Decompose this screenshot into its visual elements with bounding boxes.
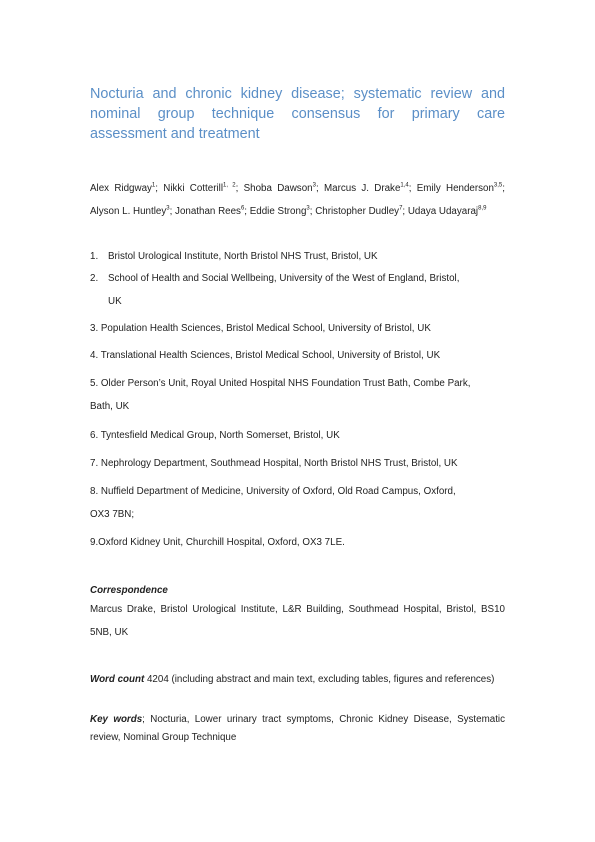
- key-words-text: ; Nocturia, Lower urinary tract symptoms, Chronic Kidney Disease, Systematic review, Nominal Group Technique: [90, 714, 505, 743]
- word-count-label: Word count: [90, 674, 145, 685]
- author: Udaya Udayaraj$^{8,9}$: [407, 205, 487, 217]
- author: Shoba Dawson$^3$;: [243, 182, 324, 194]
- author: Nikki Cotterill$^{1, 2}$;: [163, 182, 244, 194]
- affiliation: 4. Translational Health Sciences, Bristol Medical School, University of Bristol, UK: [90, 350, 441, 361]
- affiliation: 2. School of Health and Social Wellbeing, University of the West of England, Bristol, UK: [90, 273, 460, 307]
- key-words-label: Key words: [90, 714, 143, 725]
- affiliation: 8. Nuffield Department of Medicine, University of Oxford, Old Road Campus, Oxford, OX3 7BN;: [90, 486, 456, 520]
- correspondence-heading: Correspondence: [90, 585, 168, 596]
- affiliation: 1. Bristol Urological Institute, North Bristol NHS Trust, Bristol, UK: [90, 251, 378, 262]
- affiliation: 6. Tyntesfield Medical Group, North Somerset, Bristol, UK: [90, 430, 340, 441]
- author: Jonathan Rees$^6$;: [175, 205, 250, 217]
- affiliation: 9.Oxford Kidney Unit, Churchill Hospital, Oxford, OX3 7LE.: [90, 537, 345, 548]
- correspondence-text: Marcus Drake, Bristol Urological Institute, L&R Building, Southmead Hospital, Bristol, BS10 5NB, UK: [90, 604, 505, 638]
- author: Christopher Dudley$^7$;: [315, 205, 408, 217]
- key-words: [90, 711, 505, 747]
- author: Alex Ridgway$^1$;: [90, 182, 164, 194]
- word-count-text: 4204 (including abstract and main text, excluding tables, figures and references): [144, 674, 495, 685]
- affiliation: 5. Older Person’s Unit, Royal United Hospital NHS Foundation Trust Bath, Combe Park, Bath, UK: [90, 378, 471, 412]
- affiliation: 7. Nephrology Department, Southmead Hospital, North Bristol NHS Trust, Bristol, UK: [90, 458, 458, 469]
- author: Marcus J. Drake$^{1,4}$;: [323, 182, 417, 194]
- affiliation: 3. Population Health Sciences, Bristol Medical School, University of Bristol, UK: [90, 323, 431, 334]
- author-list: [90, 178, 505, 223]
- author: Alyson L. Huntley$^3$;: [90, 205, 176, 217]
- word-count: [90, 669, 505, 692]
- paper-title: Nocturia and chronic kidney disease; systematic review and nominal group technique consensus for primary care assessment and treatment: [90, 86, 505, 142]
- author: Eddie Strong$^3$;: [249, 205, 316, 217]
- author: Emily Henderson$^{3,5}$;: [416, 182, 505, 194]
